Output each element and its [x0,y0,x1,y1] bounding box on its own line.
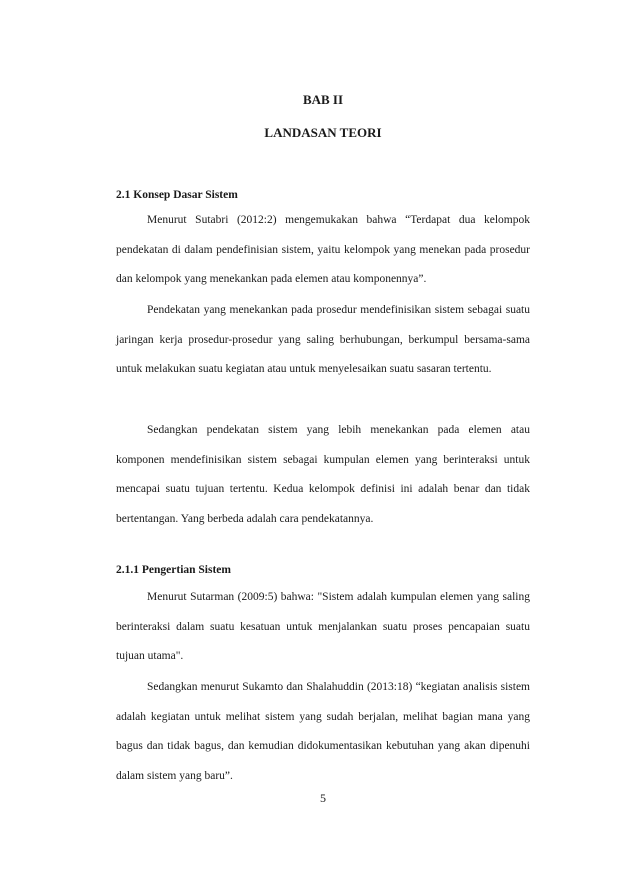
paragraph: Sedangkan pendekatan sistem yang lebih menekankan pada elemen atau komponen mendefinisikan sistem sebagai kumpulan elemen yang berinteraksi untuk mencapai suatu tujuan tertentu. Kedua kelompok definisi ini adalah benar dan tidak bertentangan. Yang berbeda adalah cara pendekatannya. [116,424,530,526]
paragraph: Pendekatan yang menekankan pada prosedur mendefinisikan sistem sebagai suatu jaringan kerja prosedur-prosedur yang saling berhubungan, berkumpul bersama-sama untuk melakukan suatu kegiatan atau untuk menyelesaikan suatu sasaran tertentu. [116,304,530,376]
section-heading-pengertian-sistem: 2.1.1 Pengertian Sistem [116,564,231,576]
chapter-number: BAB II [302,92,344,107]
section-heading-konsep-dasar-sistem: 2.1 Konsep Dasar Sistem [116,189,238,201]
page-number: 5 [320,791,326,805]
chapter-title: LANDASAN TEORI [264,125,382,140]
paragraph: Menurut Sutarman (2009:5) bahwa: "Sistem adalah kumpulan elemen yang saling berinteraksi dalam suatu kesatuan untuk menjalankan suatu proses pencapaian suatu tujuan utama". [116,591,530,663]
paragraph: Menurut Sutabri (2012:2) mengemukakan bahwa “Terdapat dua kelompok pendekatan di dalam pendefinisian sistem, yaitu kelompok yang menekan pada prosedur dan kelompok yang menekankan pada elemen atau komponennya”. [116,214,530,286]
paragraph: Sedangkan menurut Sukamto dan Shalahuddin (2013:18) “kegiatan analisis sistem adalah kegiatan untuk melihat sistem yang sudah berjalan, melihat bagian mana yang bagus dan tidak bagus, dan kemudian didokumentasikan kebutuhan yang akan dipenuhi dalam sistem yang baru”. [116,681,530,783]
